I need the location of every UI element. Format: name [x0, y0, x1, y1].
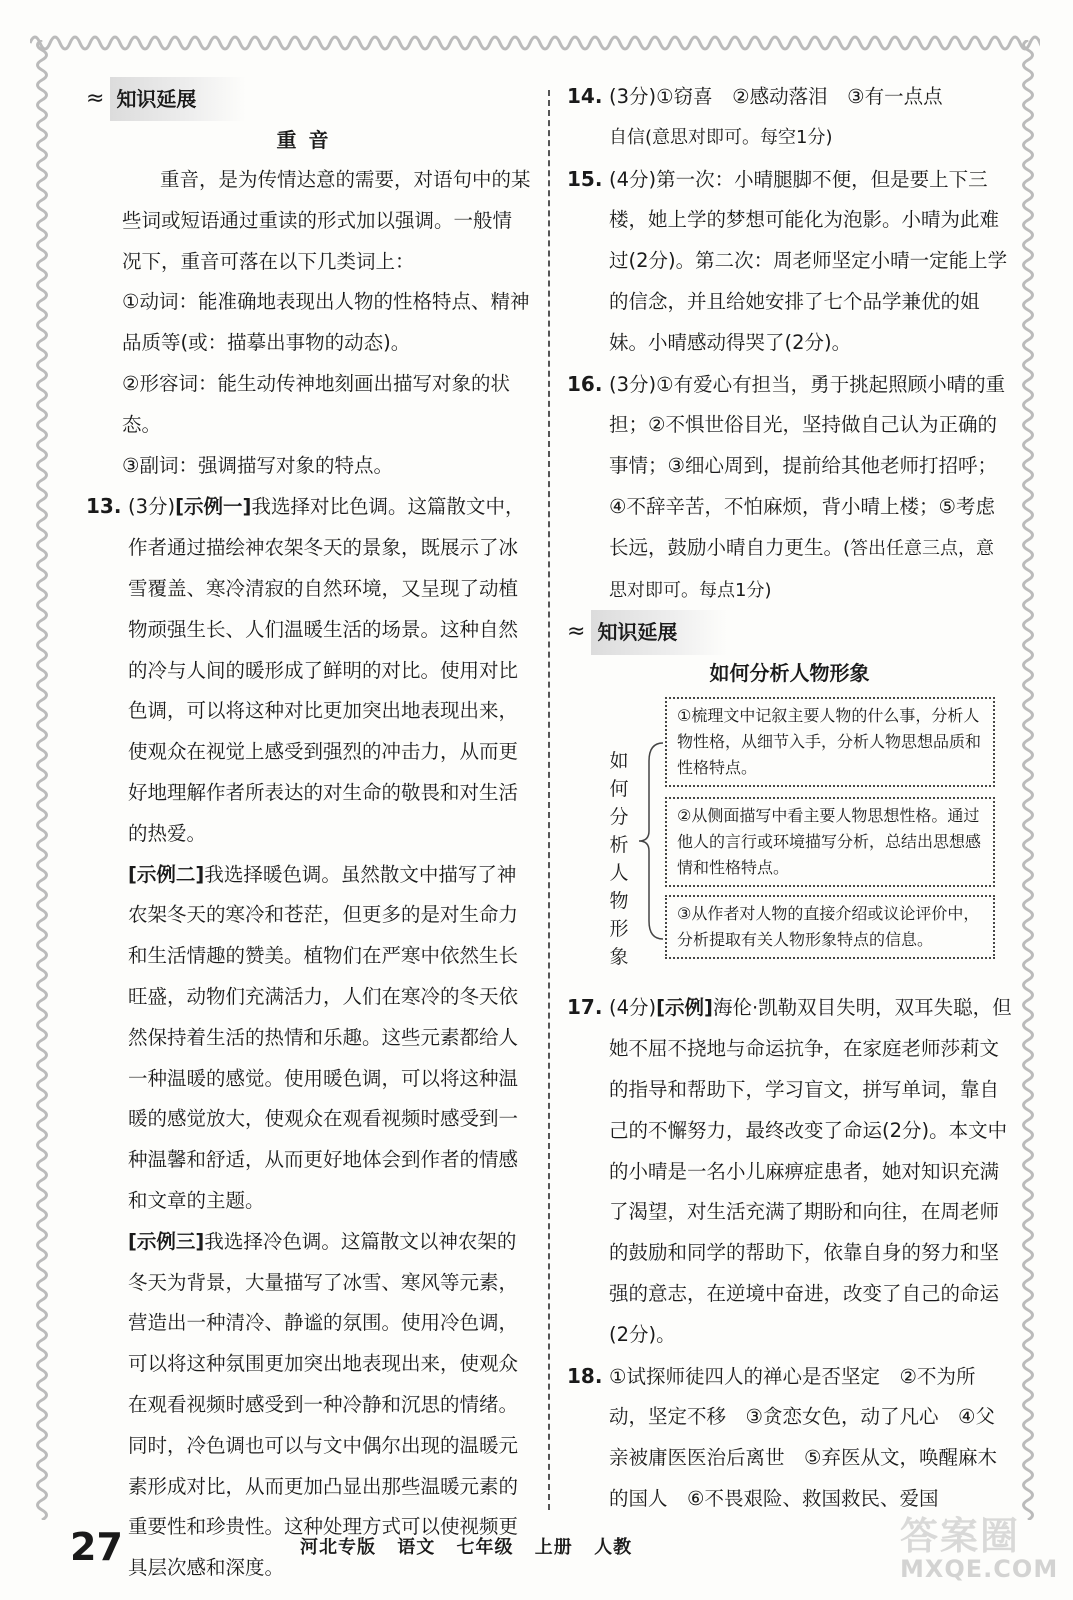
example-three-text: 我选择冷色调。这篇散文以神农架的冬天为背景，大量描写了冰雪、寒风等元素，营造出一种清冷、静谧的氛围。使用冷色调，可以将这种氛围更加突出地表现出来，使观众在观看视频时感受到一种冷静和沉思的情绪。同时，冷色调也可以与文中偶尔出现的温暖元素形成对比，从而更加凸显出那些温暖元素的重要性和珍贵性。这种处理方式可以使视频更具层次感和深度。 — [128, 1229, 519, 1580]
question-note: (答出任意三点，意思对即可。每点1分) — [609, 537, 995, 601]
question-number: 16. — [567, 371, 603, 396]
extension-item-adjective: ②形容词：能生动传神地刻画出描写对象的状态。 — [122, 371, 510, 436]
question-number: 15. — [567, 166, 603, 191]
extension-item-adverb: ③副词：强调描写对象的特点。 — [122, 453, 393, 477]
question-16 — [567, 364, 1012, 612]
question-note: 自信(意思对即可。每空1分) — [609, 126, 833, 148]
mindmap-branch-1: ①梳理文中记叙主要人物的什么事，分析人物性格，从细节入手，分析人物思想品质和性格特点。 — [665, 697, 995, 787]
decorative-wavy-border-left — [30, 40, 54, 1520]
extension-subtitle: 重音 — [276, 128, 341, 152]
question-answer: 海伦·凯勒双目失明，双耳失聪，但她不屈不挠地与命运抗争，在家庭老师莎莉文的指导和帮助下，学习盲文，拼写单词，靠自己的不懈努力，最终改变了命运(2分)。本文中的小晴是一名小儿麻痹症患者，她对知识充满了渴望，对生活充满了期盼和向往，在周老师的鼓励和同学的帮助下，依靠自身的努力和坚强的意志，在逆境中奋进，改变了自己的命运(2分)。 — [609, 996, 1012, 1346]
example-two-text: 我选择暖色调。虽然散文中描写了神农架冬天的寒冷和苍茫，但更多的是对生命力和生活情趣的赞美。植物们在严寒中依然生长旺盛，动物们充满活力，人们在寒冷的冬天依然保持着生活的热情和乐趣。这些元素都给人一种温暖的感觉。使用暖色调，可以将这种温暖的感觉放大，使观众在观看视频时感受到一种温馨和舒适，从而更好地体会到作者的情感和文章的主题。 — [128, 862, 519, 1212]
extension-body — [86, 160, 531, 486]
extension-intro: 重音，是为传情达意的需要，对语句中的某些词或短语通过重读的形式加以强调。一般情况下，重音可落在以下几类词上： — [122, 168, 531, 273]
question-17 — [567, 987, 1012, 1355]
example-tag: [示例] — [656, 996, 713, 1020]
question-score: (4分) — [609, 996, 657, 1020]
decorative-wavy-border-right — [1016, 40, 1040, 1520]
question-15 — [567, 159, 1012, 364]
page-number: 27 — [70, 1525, 123, 1569]
question-answer: (4分)第一次：小晴腿脚不便，但是要上下三楼，她上学的梦想可能化为泡影。小晴为此难过(2分)。第二次：周老师坚定小晴一定能上学的信念，并且给她安排了七个品学兼优的姐妹。小晴感动得哭了(2分)。 — [609, 167, 1008, 354]
character-analysis-mindmap — [567, 697, 1012, 987]
site-watermark — [900, 1505, 1060, 1595]
example-tag: [示例三] — [128, 1229, 205, 1253]
example-tag: [示例二] — [128, 862, 205, 886]
watermark-logo: 答案圈 — [900, 1514, 1021, 1558]
mindmap-root-label: 如 何 分 析 人 物 形 象 — [609, 750, 629, 969]
extension-item-verb: ①动词：能准确地表现出人物的性格特点、精神品质等(或：描摹出事物的动态)。 — [122, 290, 530, 355]
knowledge-extension-header — [86, 78, 531, 120]
question-18 — [567, 1356, 1012, 1520]
wave-lines-icon: ≈ — [567, 618, 584, 644]
question-number: 14. — [567, 84, 603, 108]
question-number: 18. — [567, 1363, 603, 1388]
knowledge-extension-title: 知识延展 — [110, 77, 246, 122]
question-answer: (3分)①窃喜 ②感动落泪 ③有一点点 — [609, 85, 943, 108]
extension-subtitle: 如何分析人物形象 — [709, 661, 870, 686]
knowledge-extension-title: 知识延展 — [591, 610, 727, 655]
example-one-text: 我选择对比色调。这篇散文中，作者通过描绘神农架冬天的景象，既展示了冰雪覆盖、寒冷清寂的自然环境，又呈现了动植物顽强生长、人们温暖生活的场景。这种自然的冷与人间的暖形成了鲜明的对比。使用对比色调，可以将这种对比更加突出地表现出来，使观众在视觉上感受到强烈的冲击力，从而更好地理解作者所表达的对生命的敬畏和对生活的热爱。 — [128, 495, 525, 845]
question-number: 17. — [567, 995, 603, 1020]
wave-lines-icon: ≈ — [86, 85, 103, 111]
question-number: 13. — [86, 494, 122, 519]
question-answer: (3分)①有爱心有担当，勇于挑起照顾小晴的重担；②不惧世俗目光，坚持做自己认为正确的事情；③细心周到，提前给其他老师打招呼；④不辞辛苦，不怕麻烦，背小晴上楼；⑤考虑长远，鼓励小晴自力更生。 — [609, 372, 1006, 559]
mindmap-branch-3: ③从作者对人物的直接介绍或议论评价中，分析提取有关人物形象特点的信息。 — [665, 895, 995, 959]
watermark-url: MXQE.COM — [900, 1555, 1059, 1583]
question-13 — [86, 486, 531, 1589]
book-info: 河北专版 语文 七年级 上册 人教 — [300, 1537, 633, 1558]
left-column — [86, 78, 531, 1589]
knowledge-extension-header — [567, 611, 1012, 653]
right-column — [567, 76, 1012, 1520]
mindmap-brace — [635, 741, 665, 941]
example-tag: [示例一] — [175, 495, 252, 519]
decorative-wavy-border-top — [30, 28, 1040, 58]
mindmap-branch-2: ②从侧面描写中看主要人物思想性格。通过他人的言行或环境描写分析，总结出思想感情和性格特点。 — [665, 797, 995, 887]
question-answer: ①试探师徒四人的禅心是否坚定 ②不为所动，坚定不移 ③贪恋女色，动了凡心 ④父亲被庸医医治后离世 ⑤弃医从文，唤醒麻木的国人 ⑥不畏艰险、救国救民、爱国 — [609, 1364, 997, 1510]
question-14 — [567, 76, 1012, 159]
question-score: (3分) — [128, 495, 176, 519]
column-divider — [548, 90, 550, 1510]
